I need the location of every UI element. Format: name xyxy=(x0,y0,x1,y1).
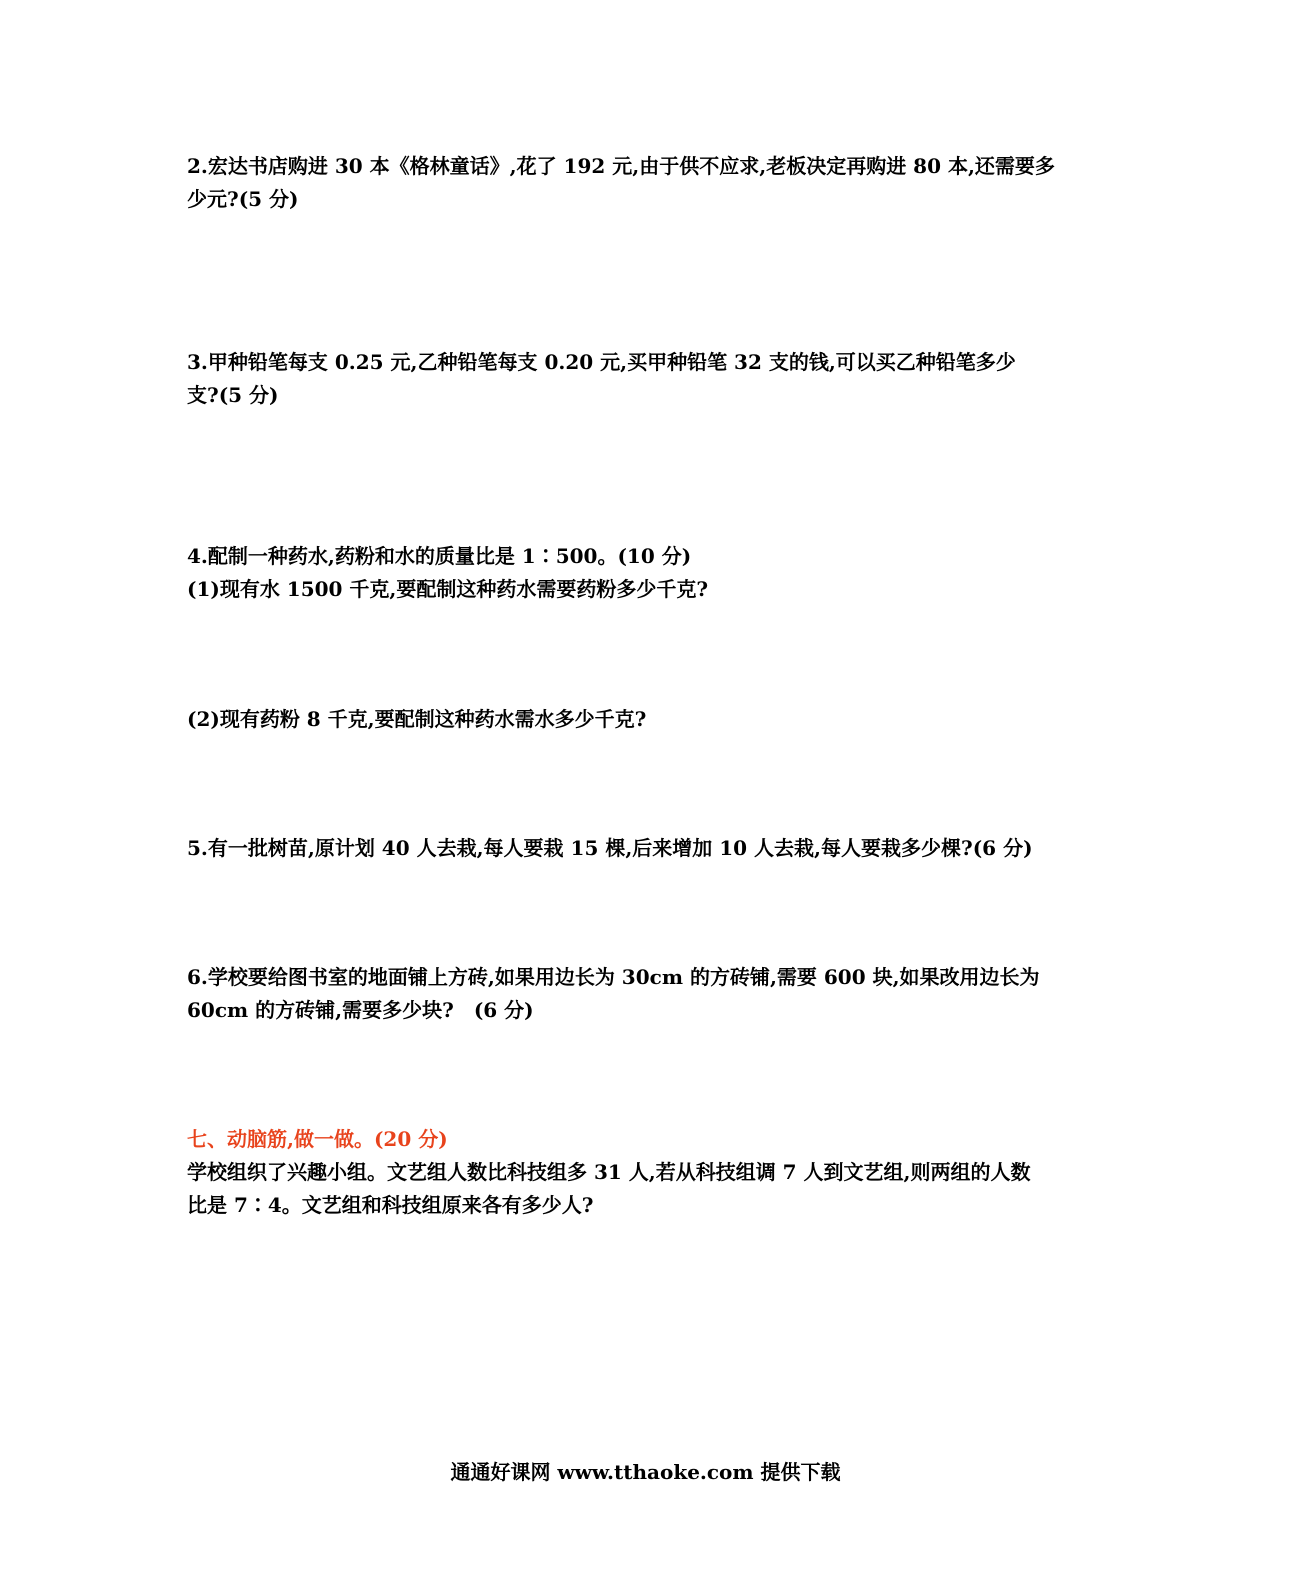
problem-6-line-1: 6.学校要给图书室的地面铺上方砖,如果用边长为 30cm 的方砖铺,需要 600 块,如果改用边长为 xyxy=(187,965,1040,989)
problem-6-line-2: 60cm 的方砖铺,需要多少块? (6 分) xyxy=(187,998,534,1022)
section-7-line-1: 学校组织了兴趣小组。文艺组人数比科技组多 31 人,若从科技组调 7 人到文艺组,则两组的人数 xyxy=(187,1160,1031,1184)
problem-2-line-2: 少元?(5 分) xyxy=(187,187,299,211)
problem-4-sub-question-1: (1)现有水 1500 千克,要配制这种药水需要药粉多少千克? xyxy=(187,577,709,601)
problem-5-line-1: 5.有一批树苗,原计划 40 人去栽,每人要栽 15 棵,后来增加 10 人去栽,每人要栽多少棵?(6 分) xyxy=(187,836,1033,860)
problem-3-line-2: 支?(5 分) xyxy=(187,383,279,407)
page-footer: 通通好课网 www.tthaoke.com 提供下载 xyxy=(450,1460,841,1484)
section-7-line-2: 比是 7∶4。文艺组和科技组原来各有多少人? xyxy=(187,1193,594,1217)
problem-4-sub-question-2: (2)现有药粉 8 千克,要配制这种药水需水多少千克? xyxy=(187,707,647,731)
problem-4-line-1: 4.配制一种药水,药粉和水的质量比是 1∶500。(10 分) xyxy=(187,544,692,568)
section-7-heading: 七、动脑筋,做一做。(20 分) xyxy=(187,1127,448,1151)
problem-2-line-1: 2.宏达书店购进 30 本《格林童话》,花了 192 元,由于供不应求,老板决定再购进 80 本,还需要多 xyxy=(187,154,1055,178)
problem-3-line-1: 3.甲种铅笔每支 0.25 元,乙种铅笔每支 0.20 元,买甲种铅笔 32 支的钱,可以买乙种铅笔多少 xyxy=(187,350,1016,374)
